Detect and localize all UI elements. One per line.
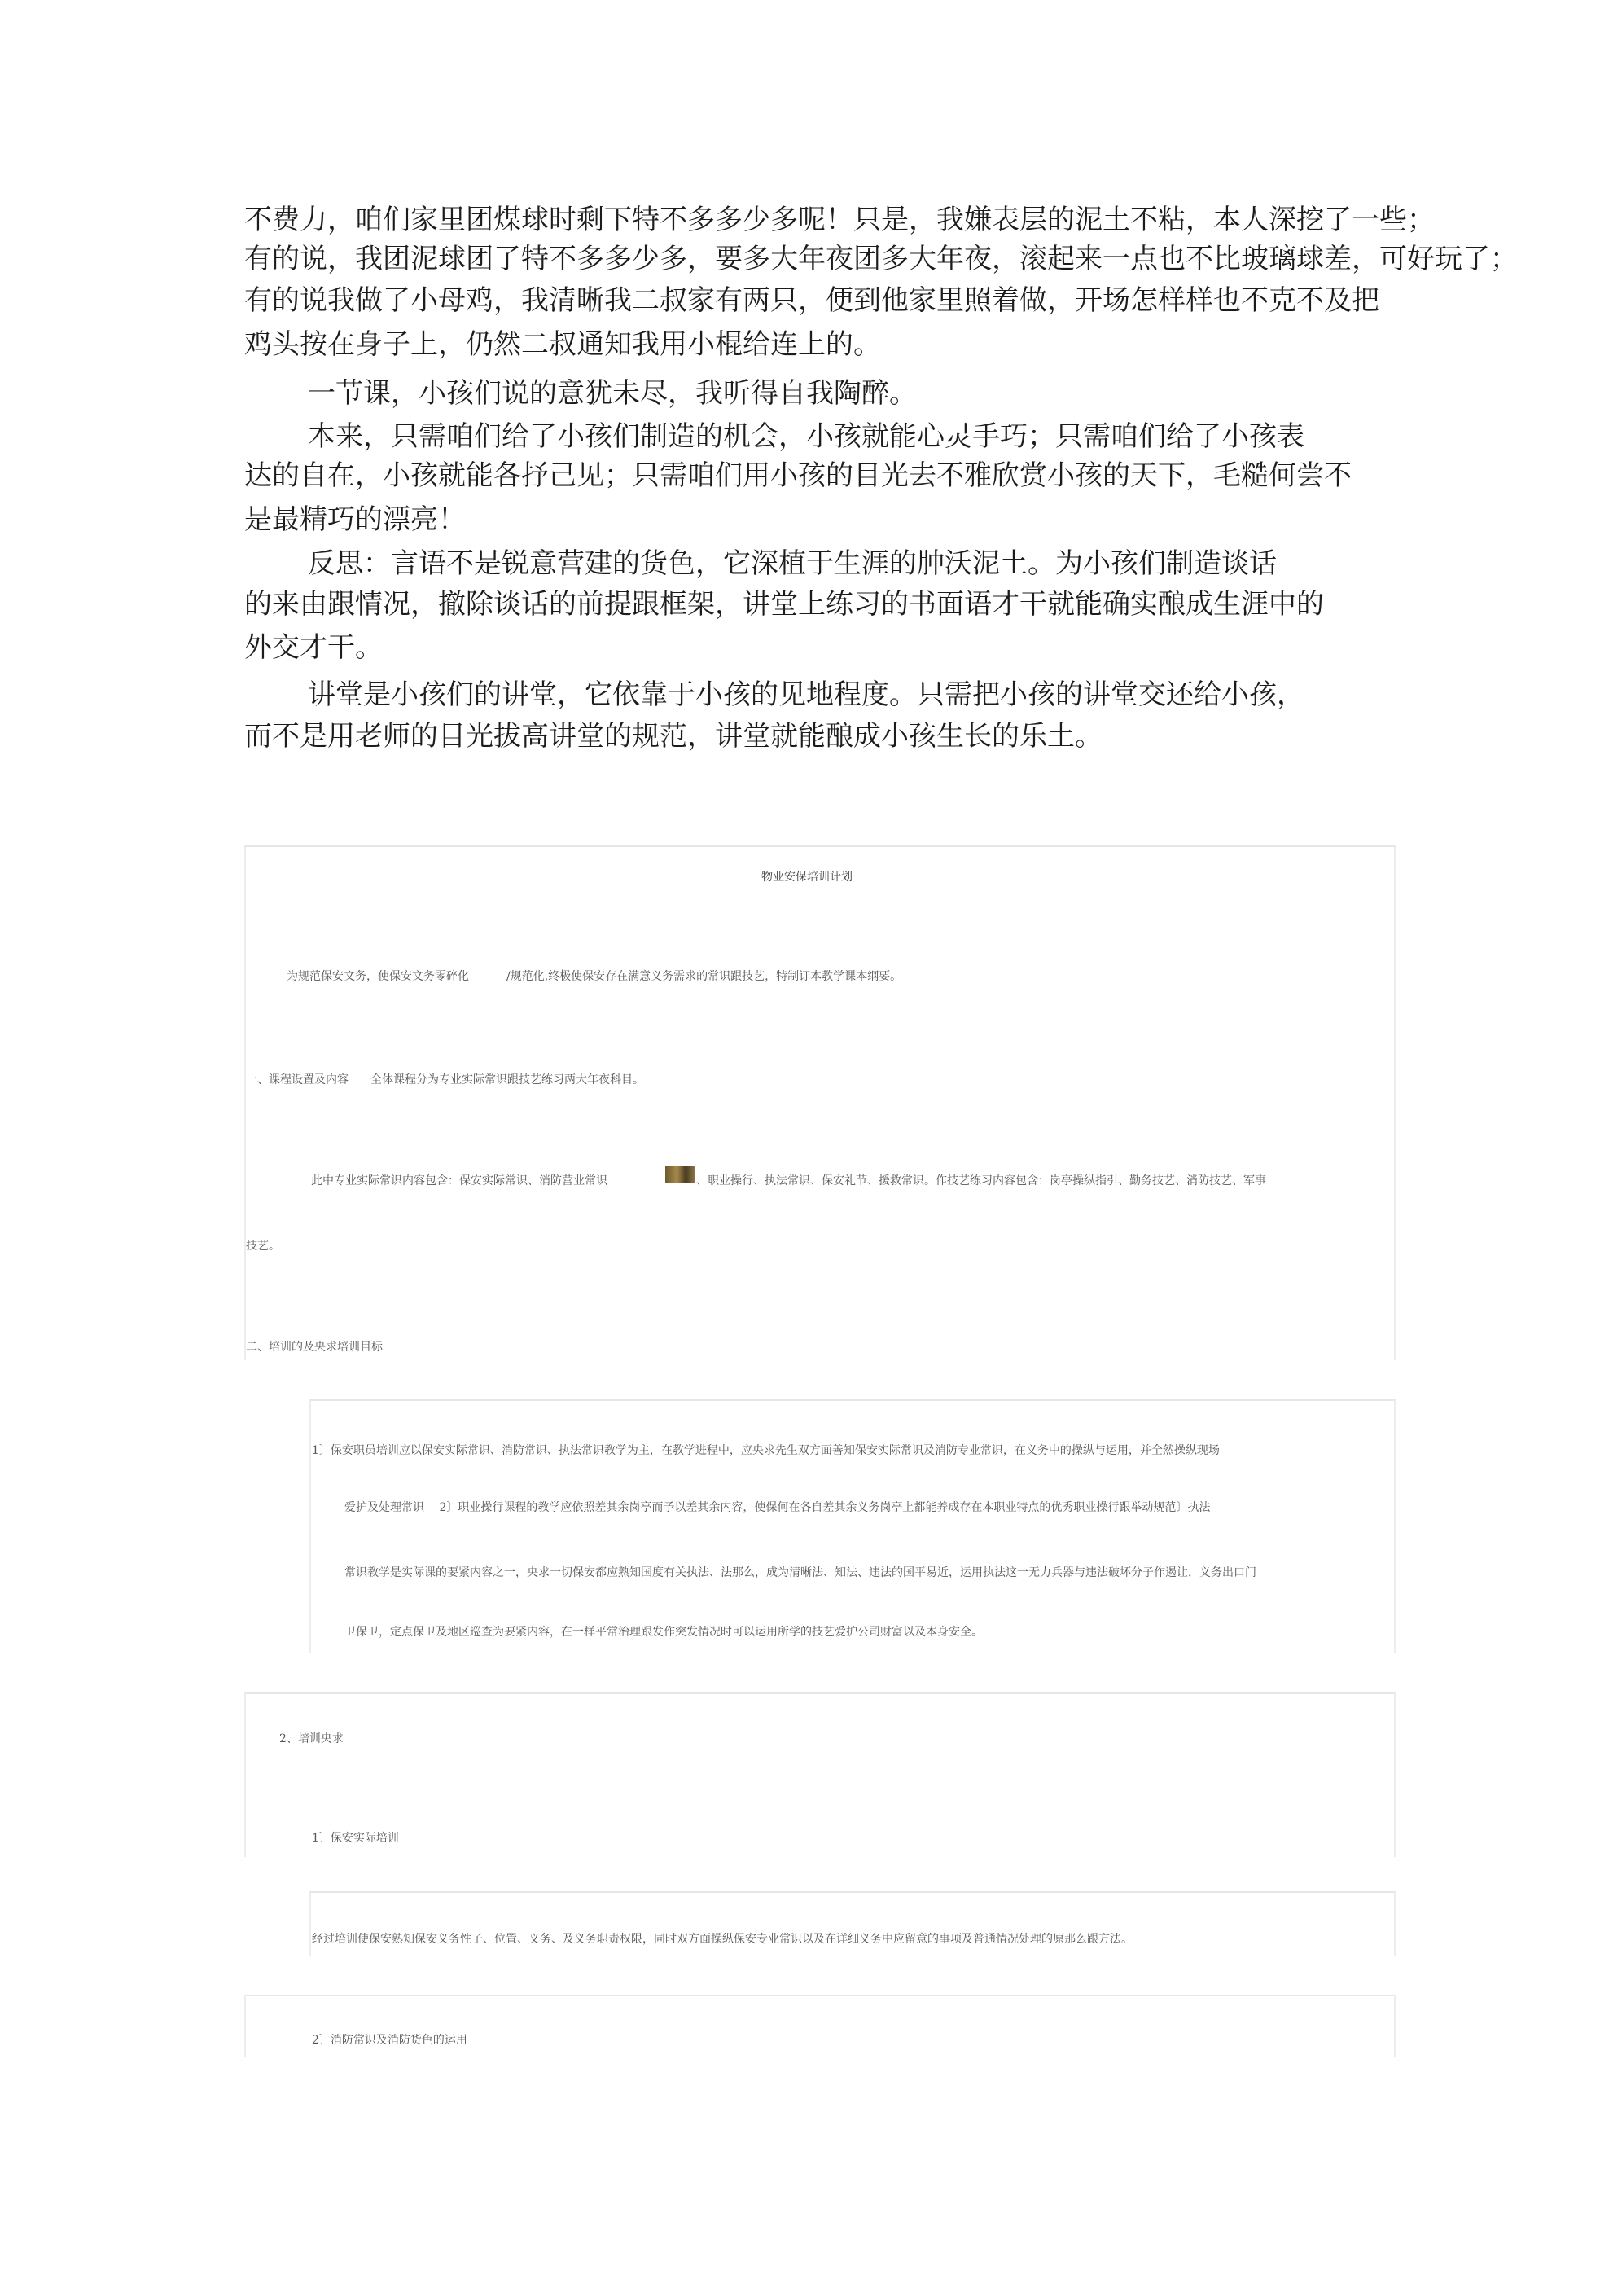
requirements-heading: 2、培训央求 (279, 1732, 344, 1745)
inline-image (665, 1166, 695, 1183)
goal-line-3: 常识教学是实际课的要紧内容之一，央求一切保安都应熟知国度有关执法、法那么，成为清晰法、知法、违法的国平易近，运用执法这一无力兵器与违法破坏分子作遏让，义务出口门 (344, 1566, 1256, 1579)
plan-box-1 (244, 845, 1396, 1360)
requirement-1-text: 经过培训使保安熟知保安义务性子、位置、义务、及义务职责权限，同时双方面操纵保安专业常识以及在详细义务中应留意的事项及普通情况处理的原那么跟方法。 (312, 1933, 1133, 1946)
requirement-1-title: 1〕保安实际培训 (312, 1832, 399, 1845)
essay-line-4: 鸡头按在身子上，仍然二叔通知我用小棍给连上的。 (244, 328, 881, 361)
essay-line-3: 有的说我做了小母鸡，我清晰我二叔家有两只，便到他家里照着做，开场怎样样也不克不及把 (244, 284, 1379, 317)
plan-intro-b: /规范化,终极使保安存在满意义务需求的常识跟技艺，特制订本教学课本纲要。 (506, 970, 902, 983)
section1-text: 全体课程分为专业实际常识跟技艺练习两大年夜科目。 (370, 1073, 644, 1087)
plan-box-3 (244, 1692, 1396, 1857)
essay-line-1: 不费力，咱们家里团煤球时剩下特不多多少多呢！只是，我嫌表层的泥土不粘，本人深挖了一些； (244, 204, 1435, 236)
essay-line-7: 达的自在，小孩就能各抒己见；只需咱们用小孩的目光去不雅欣赏小孩的天下，毛糙何尝不 (244, 459, 1352, 492)
section2-heading: 二、培训的及央求培训目标 (246, 1341, 383, 1354)
essay-line-10: 的来由跟情况，撤除谈话的前提跟框架，讲堂上练习的书面语才干就能确实酿成生涯中的 (244, 588, 1324, 621)
essay-line-11: 外交才干。 (244, 631, 383, 664)
goal-line-4: 卫保卫，定点保卫及地区巡查为要紧内容，在一样平常治理跟发作突发情况时可以运用所学的技艺爱护公司财富以及本身安全。 (344, 1626, 983, 1639)
essay-line-6: 本来，只需咱们给了小孩们制造的机会，小孩就能心灵手巧；只需咱们给了小孩表 (308, 420, 1304, 453)
goal-line-1: 1〕保安职员培训应以保安实际常识、消防常识、执法常识教学为主，在教学进程中，应央求先生双方面善知保安实际常识及消防专业常识，在义务中的操纵与运用，并全然操纵现场 (312, 1444, 1220, 1457)
section1-detail-b: 、职业操行、执法常识、保安礼节、援救常识。作技艺练习内容包含：岗亭操纵指引、勤务技艺、消防技艺、军事 (696, 1174, 1266, 1188)
essay-line-13: 而不是用老师的目光拔高讲堂的规范，讲堂就能酿成小孩生长的乐土。 (244, 720, 1103, 753)
section1-detail-c: 技艺。 (246, 1240, 280, 1253)
essay-line-5: 一节课，小孩们说的意犹未尽，我听得自我陶醉。 (308, 377, 917, 410)
essay-line-12: 讲堂是小孩们的讲堂，它依靠于小孩的见地程度。只需把小孩的讲堂交还给小孩， (308, 678, 1304, 711)
requirement-2-title: 2〕消防常识及消防货色的运用 (312, 2034, 467, 2047)
essay-line-2: 有的说，我团泥球团了特不多多少多，要多大年夜团多大年夜，滚起来一点也不比玻璃球差，可好玩了； (244, 243, 1518, 275)
essay-line-8: 是最精巧的漂亮！ (244, 503, 466, 536)
plan-box-2 (309, 1399, 1396, 1653)
goal-line-2: 爱护及处理常识 2〕职业操行课程的教学应依照差其余岗亭而予以差其余内容，使保何在各自差其余义务岗亭上都能养成存在本职业特点的优秀职业操行跟举动规范〕执法 (344, 1501, 1211, 1514)
essay-line-9: 反思：言语不是锐意营建的货色，它深植于生涯的肿沃泥土。为小孩们制造谈话 (308, 547, 1277, 580)
section1-heading: 一、课程设置及内容 (246, 1073, 349, 1087)
plan-title: 物业安保培训计划 (761, 871, 853, 884)
section1-detail-a: 此中专业实际常识内容包含：保安实际常识、消防营业常识 (311, 1174, 607, 1188)
plan-intro-a: 为规范保安文务，使保安文务零碎化 (287, 970, 469, 983)
